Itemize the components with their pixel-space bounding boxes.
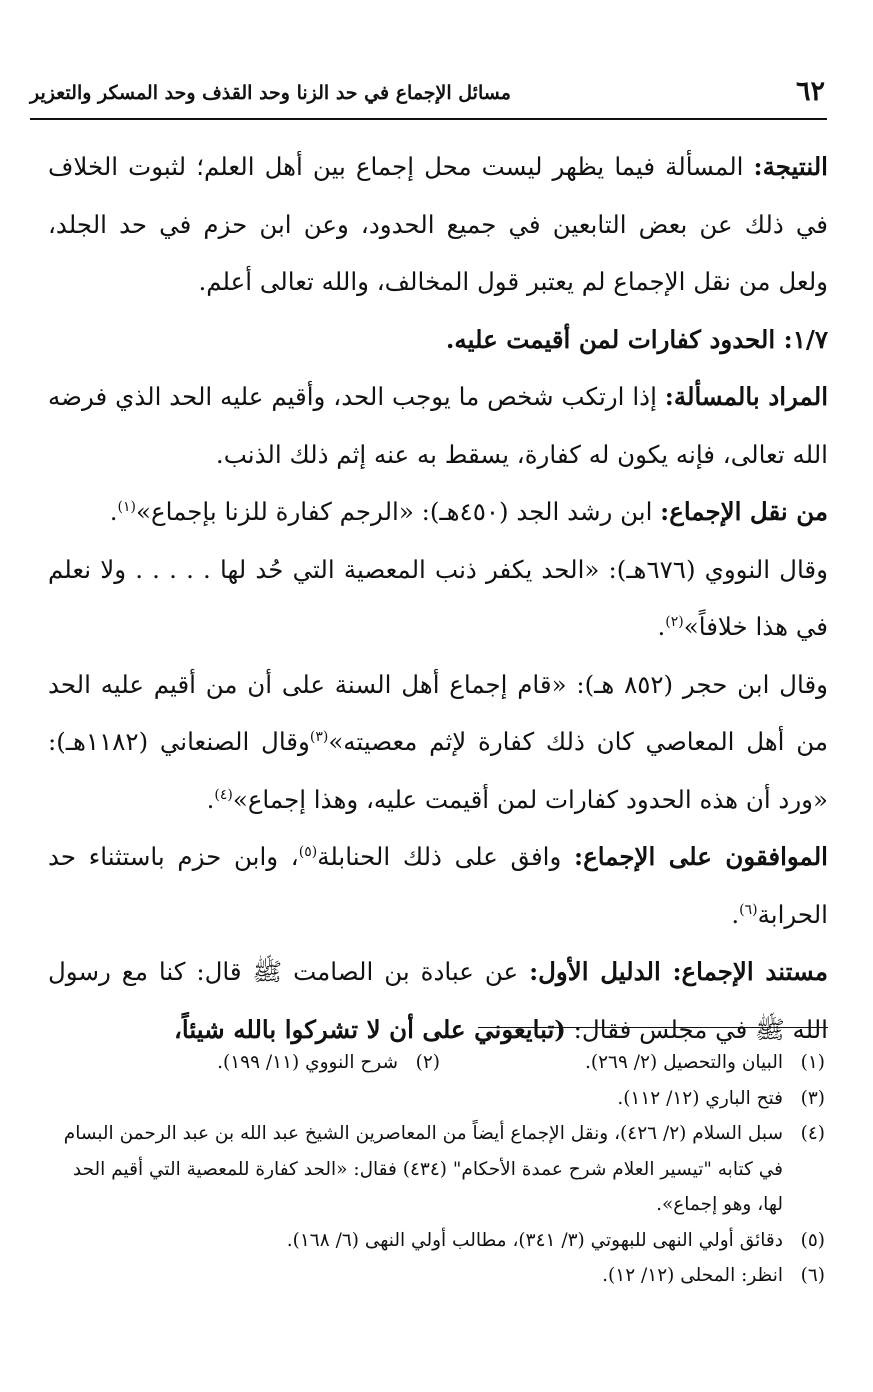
footnote-text: سبل السلام (٢/ ٤٢٦)، ونقل الإجماع أيضاً من المعاصرين الشيخ عبد الله بن عبد الرحمن البسام في كتابه "تيسير العلام شرح عمدة الأحكام" (٤٣٤) فقال: «الحد كفارة للمعصية التي أقيم الحد لها، وهو إجماع».: [63, 1123, 783, 1215]
footnote-3: [52, 1081, 825, 1117]
paragraph-evidence: [48, 943, 828, 1058]
paragraph-agreeing: الموافقون على الإجماع: وافق على ذلك الحنابلة$^{(٥)}$، وابن حزم باستثناء حد الحرابة$^{(٦)}$.: [48, 842, 828, 929]
paragraph-result: [48, 138, 828, 311]
running-title: مسائل الإجماع في حد الزنا وحد القذف وحد المسكر والتعزير: [30, 82, 511, 104]
footnote-pair: [52, 1045, 825, 1081]
transmitters-label: من نقل الإجماع:: [660, 497, 828, 526]
nawawi-text: وقال النووي (٦٧٦هـ): «الحد يكفر ذنب المعصية التي حُد لها . . . . . ولا نعلم في هذا خلافاً»: [48, 554, 828, 641]
footnote-text: فتح الباري (١٢/ ١١٢).: [617, 1087, 783, 1109]
paragraph-nawawi: وقال النووي (٦٧٦هـ): «الحد يكفر ذنب المعصية التي حُد لها . . . . . ولا نعلم في هذا خلافاً»$^{(٢)}$.: [48, 554, 828, 641]
meaning-label: المراد بالمسألة:: [664, 382, 828, 411]
footnote-5: [52, 1223, 825, 1259]
footnote-ref-2[interactable]: (٢): [665, 613, 684, 630]
footnote-ref-5[interactable]: (٥): [298, 843, 318, 860]
footnote-text: دقائق أولي النهى للبهوتي (٣/ ٣٤١)، مطالب أولي النهى (٦/ ١٦٨).: [286, 1229, 783, 1251]
main-text: [48, 138, 828, 1058]
evidence-label: مستند الإجماع: الدليل الأول:: [529, 957, 828, 986]
footnote-ref-1[interactable]: (١): [117, 498, 136, 515]
section-heading: ١/٧: الحدود كفارات لمن أقيمت عليه.: [445, 324, 828, 354]
footnote-4: [52, 1116, 825, 1223]
page-number: ٦٢: [795, 76, 825, 107]
page-header: [30, 68, 825, 118]
result-label: النتيجة:: [753, 152, 828, 181]
footnote-ref-3[interactable]: (٣): [309, 728, 329, 745]
footnote-number: (١): [800, 1052, 825, 1073]
evidence-hadith: (تبايعوني على أن لا تشركوا بالله شيئاً،: [173, 1014, 566, 1044]
agreeing-text: وافق على ذلك الحنابلة: [317, 842, 575, 871]
footnote-text: انظر: المحلى (١٢/ ١٢).: [602, 1265, 783, 1286]
transmitters-text: ابن رشد الجد (٤٥٠هـ): «الرجم كفارة للزنا بإجماع»: [136, 497, 661, 526]
footnote-number: (٤): [800, 1123, 825, 1144]
footnote-1: [440, 1045, 825, 1081]
paragraph-transmitters: من نقل الإجماع: ابن رشد الجد (٤٥٠هـ): «الرجم كفارة للزنا بإجماع»$^{(١)}$.: [109, 497, 828, 526]
footnote-6: [52, 1258, 825, 1294]
footnote-number: (٢): [415, 1052, 440, 1073]
footnote-ref-4[interactable]: (٤): [214, 786, 233, 803]
meaning-text: إذا ارتكب شخص ما يوجب الحد، وأقيم عليه الحد الذي فرضه الله تعالى، فإنه يكون له كفارة، يسقط به عنه إثم ذلك الذنب.: [48, 382, 828, 469]
agreeing-label: الموافقون على الإجماع:: [574, 842, 828, 871]
footnotes: [52, 1045, 825, 1294]
footnote-text: شرح النووي (١١/ ١٩٩).: [217, 1052, 398, 1073]
footnote-text: البيان والتحصيل (٢/ ٢٦٩).: [585, 1052, 783, 1073]
paragraph-meaning: [48, 368, 828, 483]
ibn-hajar-text: وقال ابن حجر (٨٥٢ هـ): «قام إجماع أهل السنة على أن من أقيم عليه الحد من أهل المعاصي كان ذلك كفارة لإثم معصيته»: [48, 669, 828, 756]
evidence-text: عن عبادة بن الصامت ﷺ قال: كنا مع رسول الله ﷺ في مجلس فقال:: [48, 957, 828, 1044]
paragraph-ibn-hajar: وقال ابن حجر (٨٥٢ هـ): «قام إجماع أهل السنة على أن من أقيم عليه الحد من أهل المعاصي كان ذلك كفارة لإثم معصيته»$^{(٣)}$وقال الصنعاني (١١٨٢هـ): «ورد أن هذه الحدود كفارات لمن أقيمت عليه، وهذا إجماع»$^{(٤)}$.: [48, 669, 828, 814]
footnote-number: (٦): [800, 1265, 825, 1286]
result-text: المسألة فيما يظهر ليست محل إجماع بين أهل العلم؛ لثبوت الخلاف في ذلك عن بعض التابعين في جميع الحدود، وعن ابن حزم في حد الجلد، ولعل من نقل الإجماع لم يعتبر قول المخالف، والله تعالى أعلم.: [48, 152, 828, 296]
footnote-number: (٥): [800, 1229, 825, 1251]
agreeing-text-2: ، وابن حزم باستثناء حد الحرابة: [48, 842, 828, 929]
header-rule: [30, 118, 827, 120]
sanani-text: وقال الصنعاني (١١٨٢هـ): «ورد أن هذه الحدود كفارات لمن أقيمت عليه، وهذا إجماع»: [48, 727, 828, 814]
footnote-ref-6[interactable]: (٦): [739, 901, 758, 918]
footnote-2: [55, 1045, 440, 1081]
footnote-rule: [478, 1027, 828, 1028]
footnote-number: (٣): [800, 1087, 825, 1109]
